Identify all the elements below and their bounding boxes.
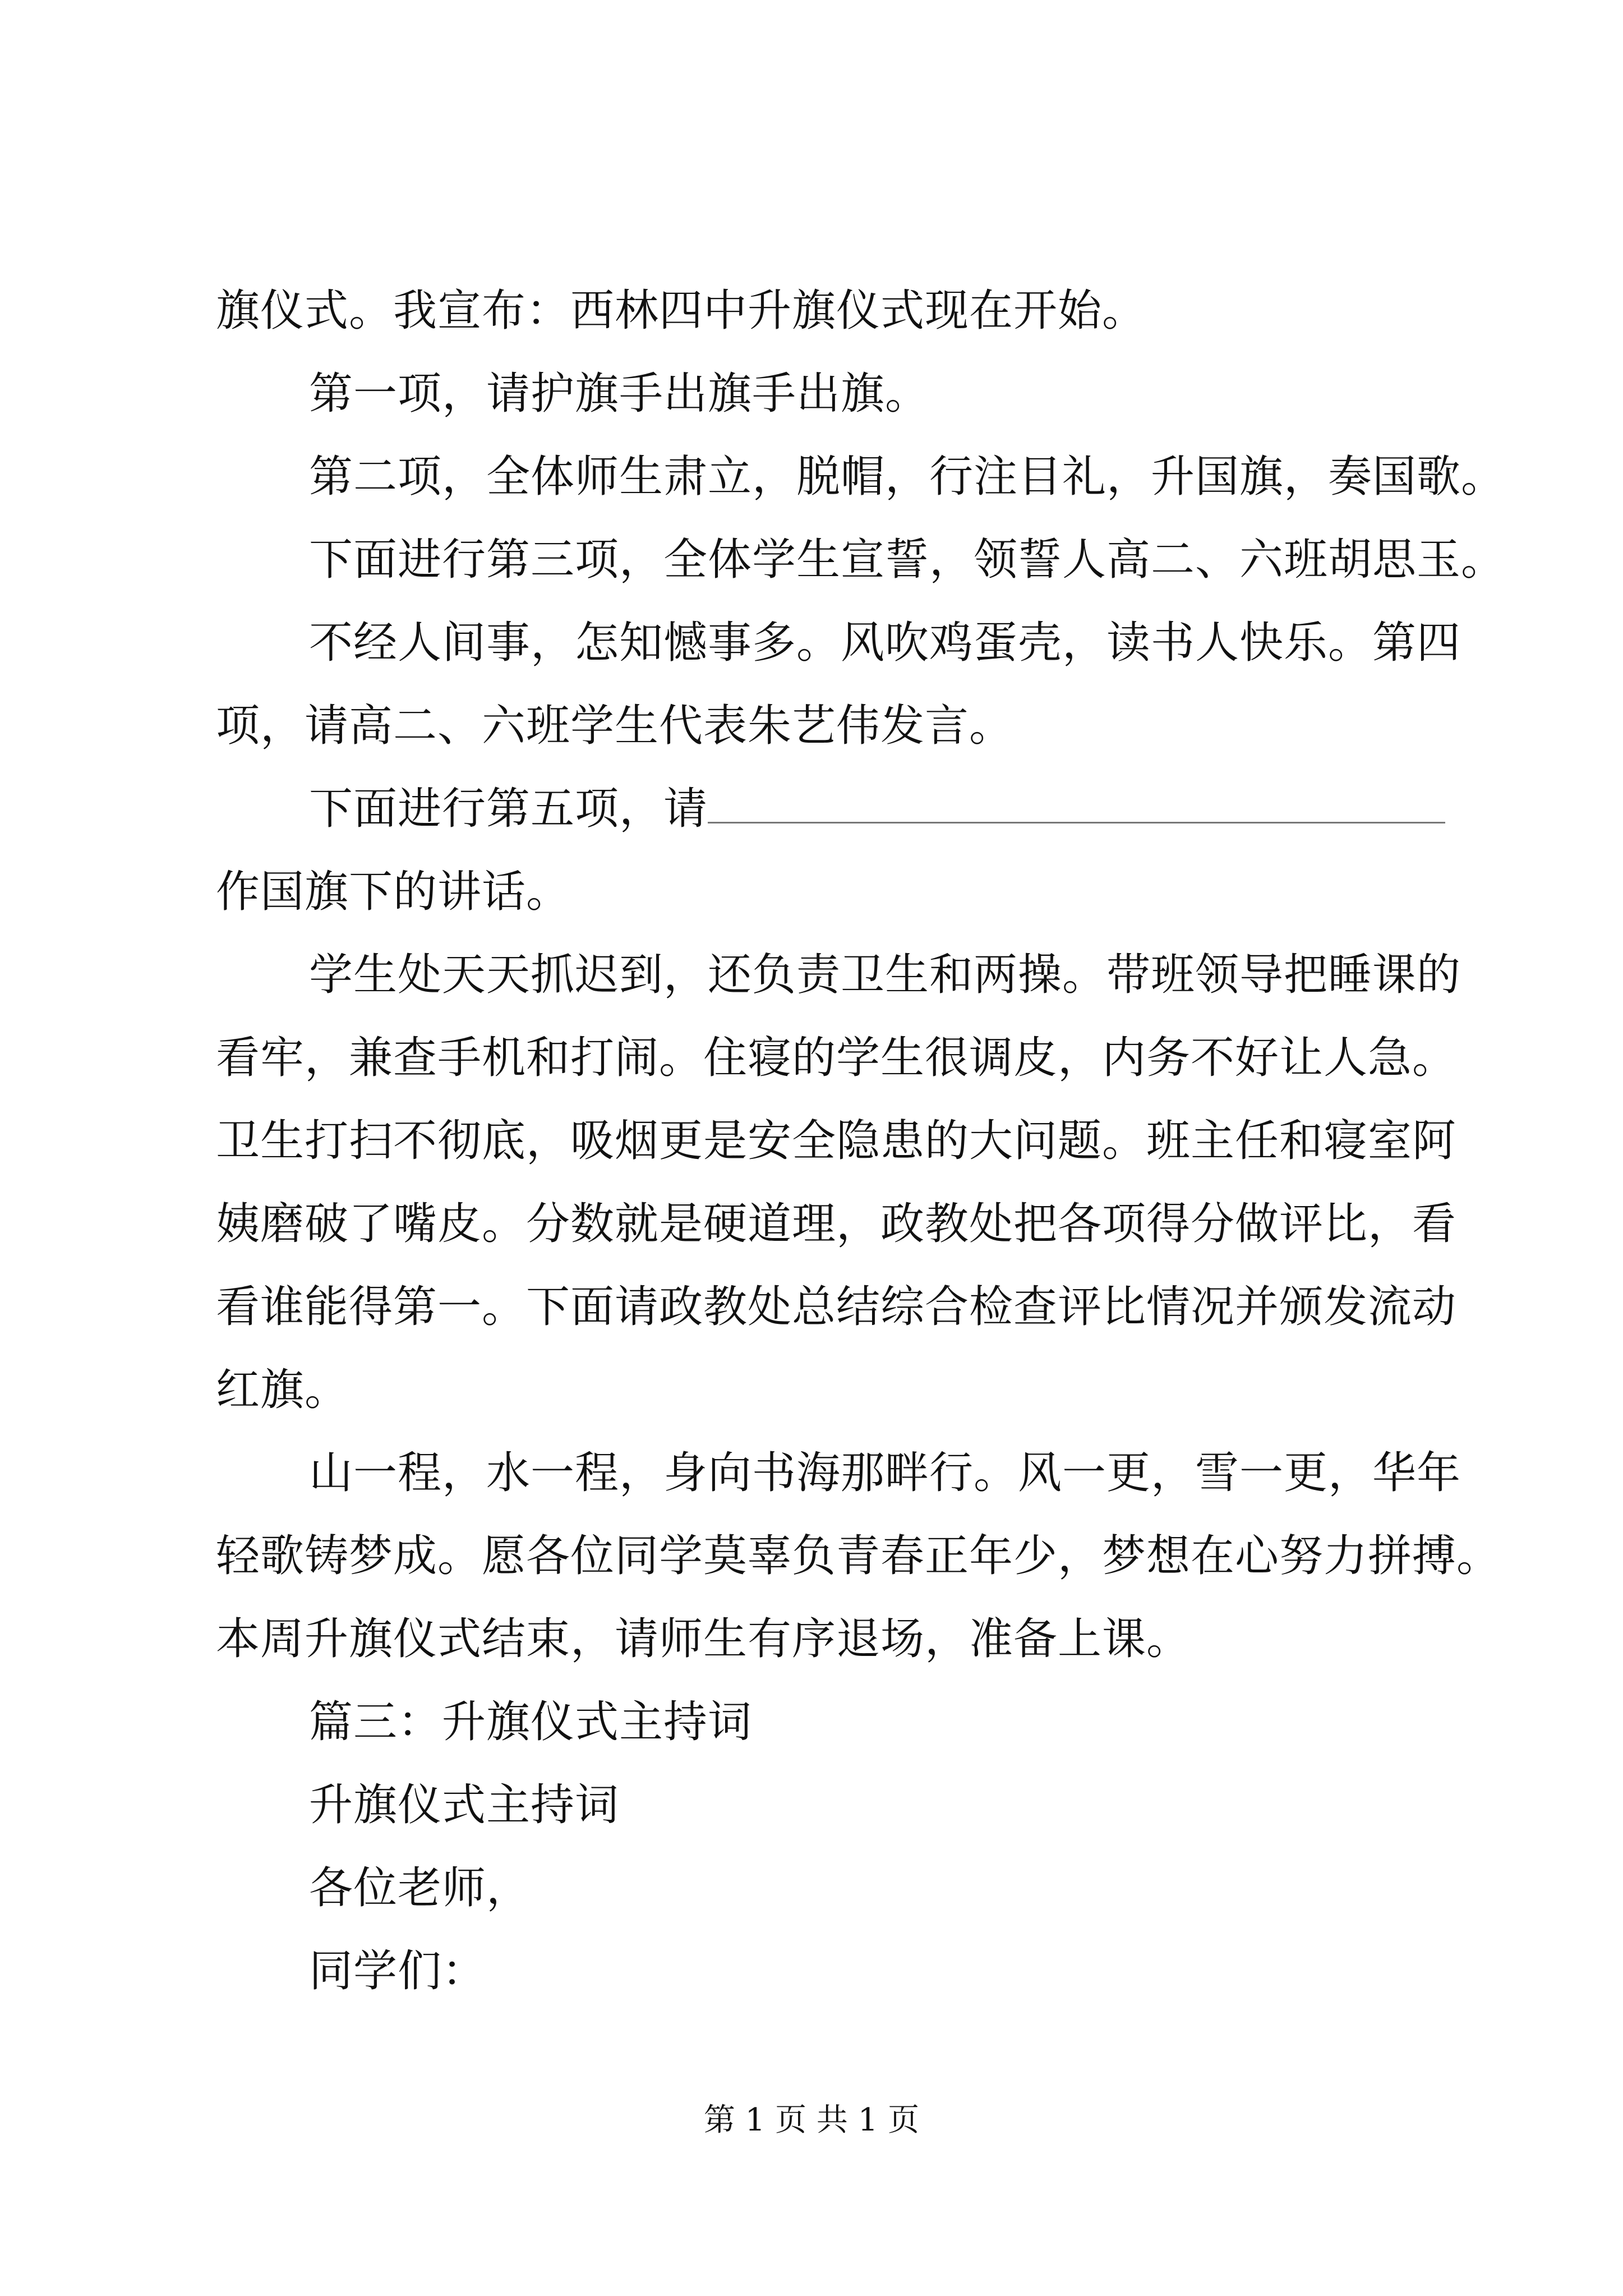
salutation-line: 各位老师，: [309, 1863, 531, 1913]
text-line: 项，请高二、六班学生代表朱艺伟发言。: [216, 701, 1014, 751]
document-title: 升旗仪式主持词: [309, 1780, 620, 1830]
text-line: 看牢，兼查手机和打闹。住寝的学生很调皮，内务不好让人急。: [216, 1033, 1457, 1083]
text-line: 姨磨破了嘴皮。分数就是硬道理，政教处把各项得分做评比，看: [216, 1199, 1457, 1249]
text-line: 作国旗下的讲话。: [216, 867, 571, 917]
document-body: [216, 269, 1506, 2013]
section-heading: 篇三：升旗仪式主持词: [309, 1697, 753, 1747]
text-line: 不经人间事，怎知憾事多。风吹鸡蛋壳，读书人快乐。第四: [309, 618, 1461, 668]
page-footer: 第 1 页 共 1 页: [703, 2102, 920, 2138]
text-line: 旗仪式。我宣布：西林四中升旗仪式现在开始。: [216, 286, 1147, 336]
text-line: 第二项，全体师生肃立，脱帽，行注目礼，升国旗，奏国歌。: [309, 452, 1506, 502]
text-line-with-blank: [216, 767, 1441, 850]
text-line: 看谁能得第一。下面请政教处总结综合检查评比情况并颁发流动: [216, 1282, 1457, 1332]
text-line: 下面进行第三项，全体学生宣誓，领誓人高二、六班胡思玉。: [309, 535, 1506, 585]
text-fragment: 下面进行第五项，请: [309, 784, 708, 834]
text-line: 学生处天天抓迟到，还负责卫生和两操。带班领导把睡课的: [309, 950, 1461, 1000]
fill-in-blank-line: [708, 787, 1445, 823]
text-line: 卫生打扫不彻底，吸烟更是安全隐患的大问题。班主任和寝室阿: [216, 1116, 1457, 1166]
text-line: 山一程，水一程，身向书海那畔行。风一更，雪一更，华年: [309, 1448, 1461, 1498]
text-line: 本周升旗仪式结束，请师生有序退场，准备上课。: [216, 1614, 1191, 1664]
text-line: 第一项，请护旗手出旗手出旗。: [309, 369, 930, 419]
salutation-line: 同学们：: [309, 1946, 487, 1996]
text-line: 红旗。: [216, 1365, 349, 1415]
text-line: 轻歌铸梦成。愿各位同学莫辜负青春正年少，梦想在心努力拼搏。: [216, 1531, 1501, 1581]
